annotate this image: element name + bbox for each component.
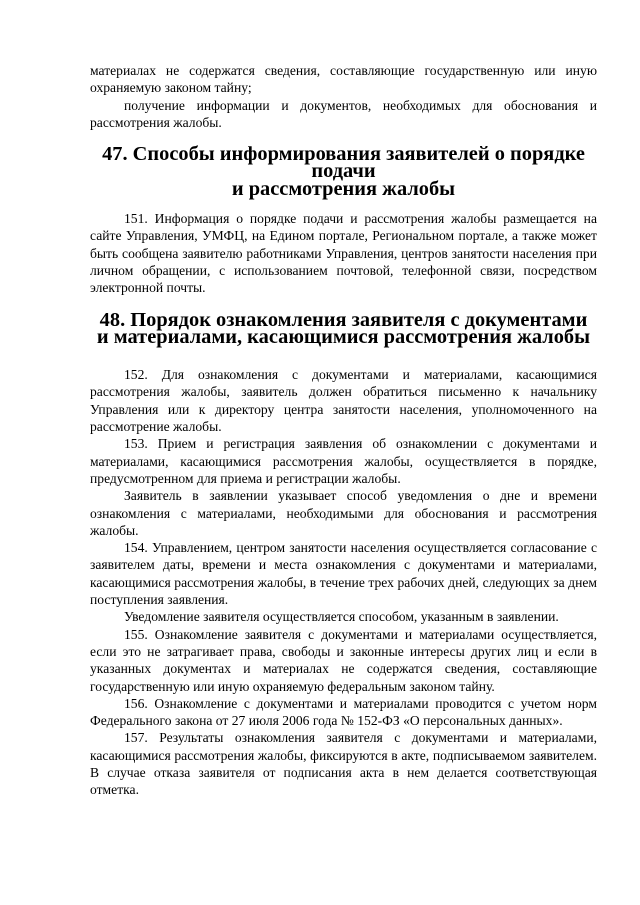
section-48-heading-line-1: 48. Порядок ознакомления заявителя с документами xyxy=(99,308,588,331)
section-47-heading-line-2: и рассмотрения жалобы xyxy=(231,177,456,200)
section-47-heading-line-1: 47. Способы информирования заявителей о порядке подачи xyxy=(102,143,585,183)
paragraph-151: 151. Информация о порядке подачи и рассмотрения жалобы размещается на сайте Управления, УМФЦ, на Едином портале, Региональном портале, а также может быть сообщена заявителю работниками Управления, центров занятости населения при личном обращении, с использованием почтовой, телефонной связи, посредством электронной почты. xyxy=(90,211,597,296)
paragraph-152: 152. Для ознакомления с документами и материалами, касающимися рассмотрения жалобы, заявитель должен обратиться письменно к начальнику Управления или к директору центра занятости населения, уполномоченного на рассмотрение жалобы. xyxy=(90,367,597,435)
document-page xyxy=(90,62,597,799)
paragraph-157: 157. Результаты ознакомления заявителя с документами и материалами, касающимися рассмотрения жалобы, фиксируются в акте, подписываемом заявителем. В случае отказа заявителя от подписания акта в нем делается соответствующая отметка. xyxy=(90,730,597,798)
paragraph-155: 155. Ознакомление заявителя с документами и материалами осуществляется, если это не затрагивает права, свободы и законные интересы других лиц и если в указанных документах и материалах не содержатся сведения, составляющие государственную или иную охраняемую федеральным законом тайну. xyxy=(90,626,597,694)
section-48-heading xyxy=(90,308,597,348)
paragraph-154: 154. Управлением, центром занятости населения осуществляется согласование с заявителем даты, времени и места ознакомления с документами и материалами, касающимися рассмотрения жалобы, в течение трех рабочих дней, следующих за днем поступления заявления. xyxy=(90,540,597,608)
paragraph-156: 156. Ознакомление с документами и материалами проводится с учетом норм Федерального закона от 27 июля 2006 года № 152-ФЗ «О персональных данных». xyxy=(90,695,597,729)
section-47-heading xyxy=(90,143,597,200)
paragraph-153-notice: Заявитель в заявлении указывает способ уведомления о дне и времени ознакомления с материалами, необходимыми для обоснования и рассмотрения жалобы. xyxy=(90,488,597,538)
section-48-heading-line-2: и материалами, касающимися рассмотрения жалобы xyxy=(96,325,591,348)
paragraph-153: 153. Прием и регистрация заявления об ознакомлении с документами и материалами, касающимися рассмотрения жалобы, осуществляется в порядке, предусмотренном для приема и регистрации жалобы. xyxy=(90,436,597,486)
intro-paragraph-2: получение информации и документов, необходимых для обоснования и рассмотрения жалобы. xyxy=(90,97,597,130)
paragraph-154-notice: Уведомление заявителя осуществляется способом, указанным в заявлении. xyxy=(124,609,559,625)
intro-paragraph-1: материалах не содержатся сведения, составляющие государственную или иную охраняемую законом тайну; xyxy=(90,63,597,96)
